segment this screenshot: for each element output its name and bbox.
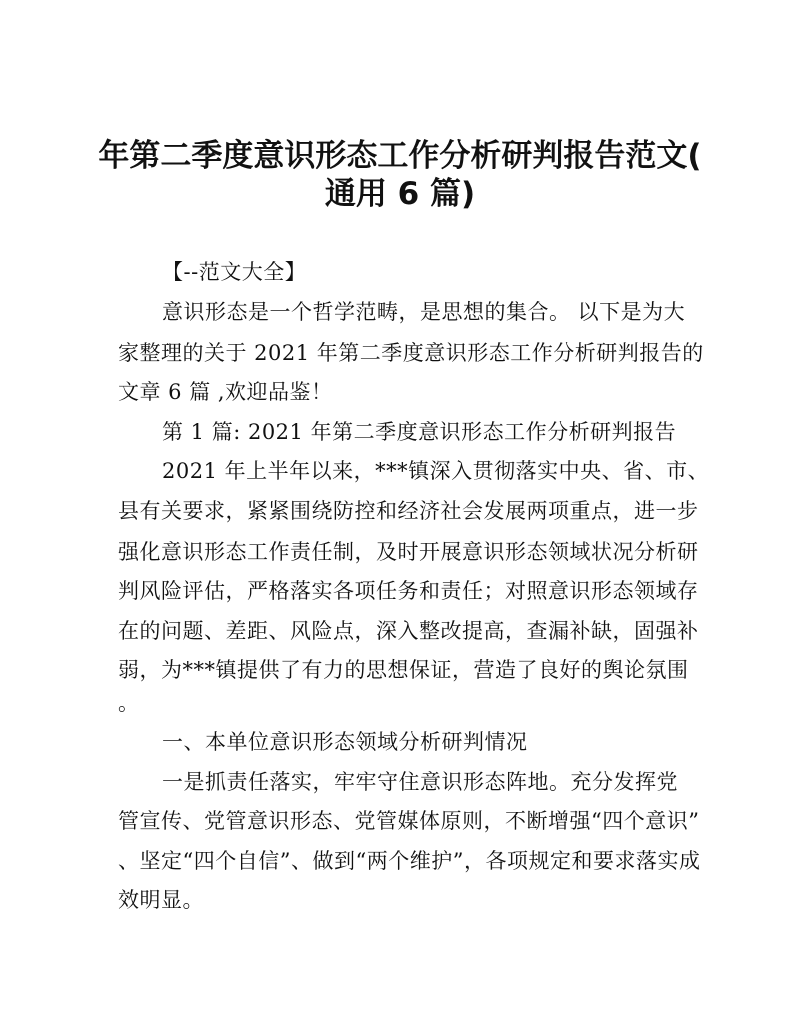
source-tag: 【--范文大全】 [162,260,307,284]
section-heading: 第 1 篇: 2021 年第二季度意识形态工作分析研判报告 [162,420,677,444]
paragraph-line: 一是抓责任落实，牢牢守住意识形态阵地。充分发挥党 [162,770,678,794]
paragraph-line: 、坚定“四个自信”、做到“两个维护”，各项规定和要求落实成 [118,849,701,873]
paragraph-line: 。 [118,691,140,715]
paragraph-line: 文章 6 篇 ,欢迎品鉴！ [118,380,333,404]
paragraph-line: 家整理的关于 2021 年第二季度意识形态工作分析研判报告的 [118,341,704,365]
document-title-line-1: 年第二季度意识形态工作分析研判报告范文( [98,138,702,174]
paragraph-line: 效明显。 [118,888,204,912]
paragraph-line: 弱，为***镇提供了有力的思想保证，营造了良好的舆论氛围 [118,658,689,682]
paragraph-line: 意识形态是一个哲学范畴，是思想的集合。 以下是为大 [162,300,686,324]
paragraph-line: 在的问题、差距、风险点，深入整改提高，查漏补缺，固强补 [118,619,699,643]
document-title-line-2: 通用 6 篇) [324,176,476,212]
paragraph-line: 强化意识形态工作责任制，及时开展意识形态领域状况分析研 [118,540,699,564]
paragraph-line: 判风险评估，严格落实各项任务和责任；对照意识形态领域存 [118,579,699,603]
subsection-heading: 一、本单位意识形态领域分析研判情况 [162,730,528,754]
paragraph-line: 县有关要求，紧紧围绕防控和经济社会发展两项重点，进一步 [118,499,699,523]
paragraph-line: 管宣传、党管意识形态、党管媒体原则，不断增强“四个意识” [118,809,700,833]
paragraph-line: 2021 年上半年以来，***镇深入贯彻落实中央、省、市、 [162,459,710,483]
